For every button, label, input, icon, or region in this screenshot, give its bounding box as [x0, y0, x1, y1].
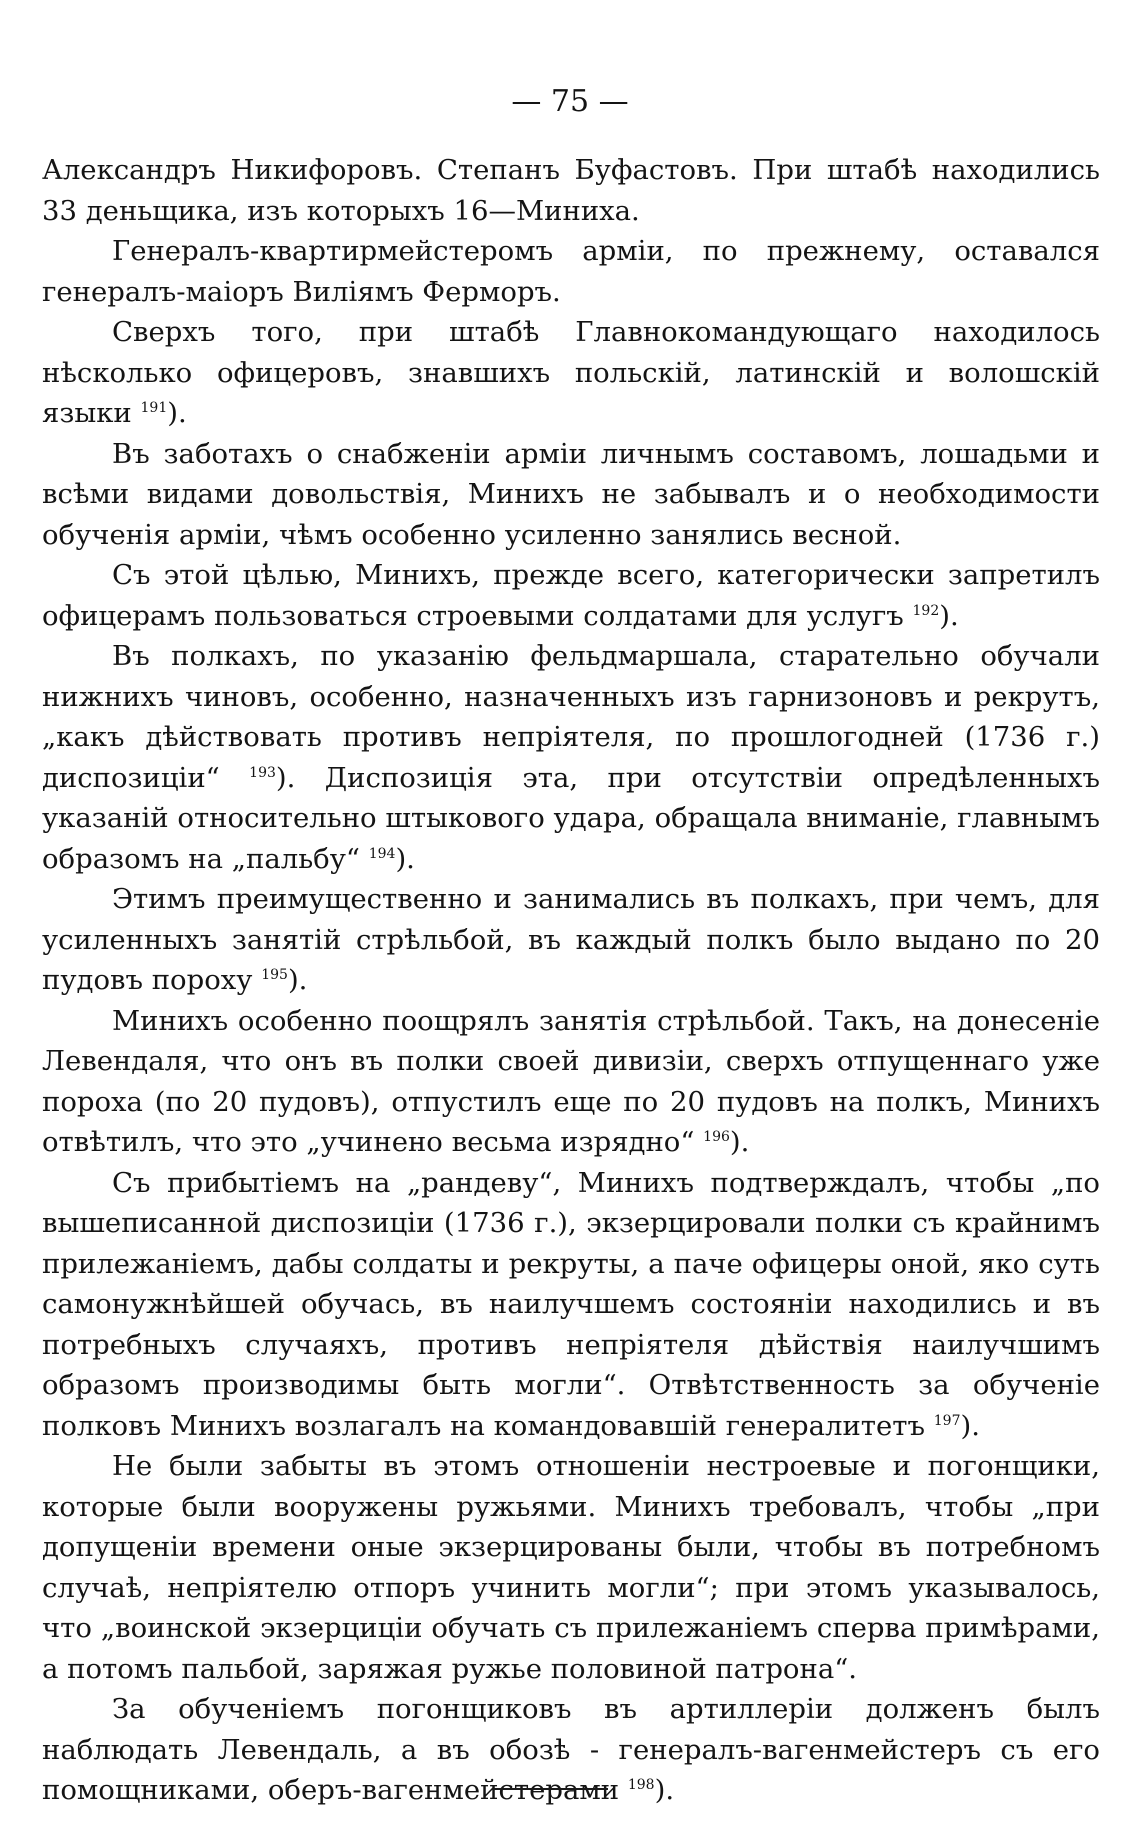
paragraph-text: Минихъ особенно поощрялъ занятія стрѣльбой. Такъ, на донесеніе Левендаля, что онъ въ полки своей дивизіи, сверхъ отпущеннаго уже пороха (по 20 пудовъ), отпустилъ еще по 20 пудовъ на полкъ, Минихъ отвѣтилъ, что это „учинено весьма изрядно“ — [42, 1004, 1100, 1158]
paragraph-text: ). — [395, 842, 415, 875]
paragraph-text: Александръ Никифоровъ. Степанъ Буфастовъ. При штабѣ находились 33 деньщика, изъ которыхъ 16—Миниха. — [42, 154, 1100, 227]
paragraph — [42, 1446, 1100, 1689]
paragraph — [42, 150, 1100, 231]
paragraph — [42, 636, 1100, 879]
footnote-ref: 196 — [703, 1128, 730, 1145]
paragraph — [42, 555, 1100, 636]
paragraph — [42, 879, 1100, 1001]
paragraph-text: ). — [960, 1409, 980, 1442]
paragraph-text: Генералъ-квартирмейстеромъ арміи, по прежнему, оставался генералъ-маіоръ Виліямъ Ферморъ. — [42, 235, 1100, 308]
paragraph-text: ). Диспозиція эта, при отсутствіи опредѣленныхъ указаній относительно штыкового удара, обращала вниманіе, главнымъ образомъ на „пальбу“ — [42, 761, 1100, 875]
paragraph-text: Съ прибытіемъ на „рандеву“, Минихъ подтверждалъ, чтобы „по вышеписанной диспозиціи (1736 г.), экзерцировали полки съ крайнимъ прилежаніемъ, дабы солдаты и рекруты, а паче офицеры оной, яко суть самонужнѣйшей обучась, въ наилучшемъ состояніи находились и въ потребныхъ случаяхъ, противъ непріятеля дѣйствія наилучшимъ образомъ производимы быть могли“. Отвѣтственность за обученіе полковъ Минихъ возлагалъ на командовавшій генералитетъ — [42, 1166, 1100, 1442]
footnote-ref: 194 — [368, 845, 396, 862]
body-text — [42, 150, 1100, 1811]
paragraph-text: За обученіемъ погонщиковъ въ артиллеріи долженъ былъ наблюдать Левендаль, а въ обозѣ - генералъ-вагенмейстеръ съ его помощниками, оберъ-вагенмейстерами — [42, 1693, 1100, 1806]
footnote-ref: 198 — [627, 1776, 655, 1793]
paragraph — [42, 1163, 1100, 1447]
end-divider — [492, 1788, 608, 1790]
paragraph — [42, 312, 1100, 434]
paragraph-text: Въ заботахъ о снабженіи арміи личнымъ составомъ, лошадьми и всѣми видами довольствія, Минихъ не забывалъ и о необходимости обученія арміи, чѣмъ особенно усиленно занялись весной. — [42, 437, 1100, 551]
footnote-ref: 191 — [140, 399, 168, 416]
paragraph-text: ). — [729, 1126, 750, 1158]
footnote-ref: 193 — [249, 764, 276, 781]
paragraph — [42, 434, 1100, 556]
page-number: — 75 — — [511, 84, 629, 119]
paragraph-text: ). — [939, 599, 959, 632]
paragraph-text: ). — [167, 397, 187, 429]
paragraph — [42, 231, 1100, 312]
paragraph-text: Не были забыты въ этомъ отношеніи нестроевые и погонщики, которые были вооружены ружьями. Минихъ требовалъ, чтобы „при допущеніи времени оные экзерцированы были, чтобы въ потребномъ случаѣ, непріятелю отпоръ учинить могли“; при этомъ указывалось, что „воинской экзерциціи обучать съ прилежаніемъ сперва примѣрами, а потомъ пальбой, заряжая ружье половиной патрона“. — [42, 1450, 1100, 1685]
paragraph-text: Въ полкахъ, по указанію фельдмаршала, старательно обучали нижнихъ чиновъ, особенно, назначенныхъ изъ гарнизоновъ и рекрутъ, „какъ дѣйствовать противъ непріятеля, по прошлогодней (1736 г.) диспозиціи“ — [42, 640, 1100, 794]
footnote-ref: 192 — [912, 602, 940, 619]
paragraph — [42, 1001, 1100, 1163]
paragraph-text: Сверхъ того, при штабѣ Главнокомандующаго находилось нѣсколько офицеровъ, знавшихъ польскій, латинскій и волошскій языки — [42, 316, 1100, 429]
paragraph-text: Этимъ преимущественно и занимались въ полкахъ, при чемъ, для усиленныхъ занятій стрѣльбой, въ каждый полкъ было выдано по 20 пудовъ пороху — [42, 883, 1100, 996]
paragraph-text: ). — [654, 1774, 675, 1806]
paragraph-text: Съ этой цѣлью, Минихъ, прежде всего, категорически запретилъ офицерамъ пользоваться строевыми солдатами для услугъ — [42, 559, 1100, 632]
paragraph-text: ). — [287, 964, 308, 996]
footnote-ref: 195 — [261, 966, 288, 983]
paragraph — [42, 1689, 1100, 1811]
footnote-ref: 197 — [933, 1412, 961, 1429]
